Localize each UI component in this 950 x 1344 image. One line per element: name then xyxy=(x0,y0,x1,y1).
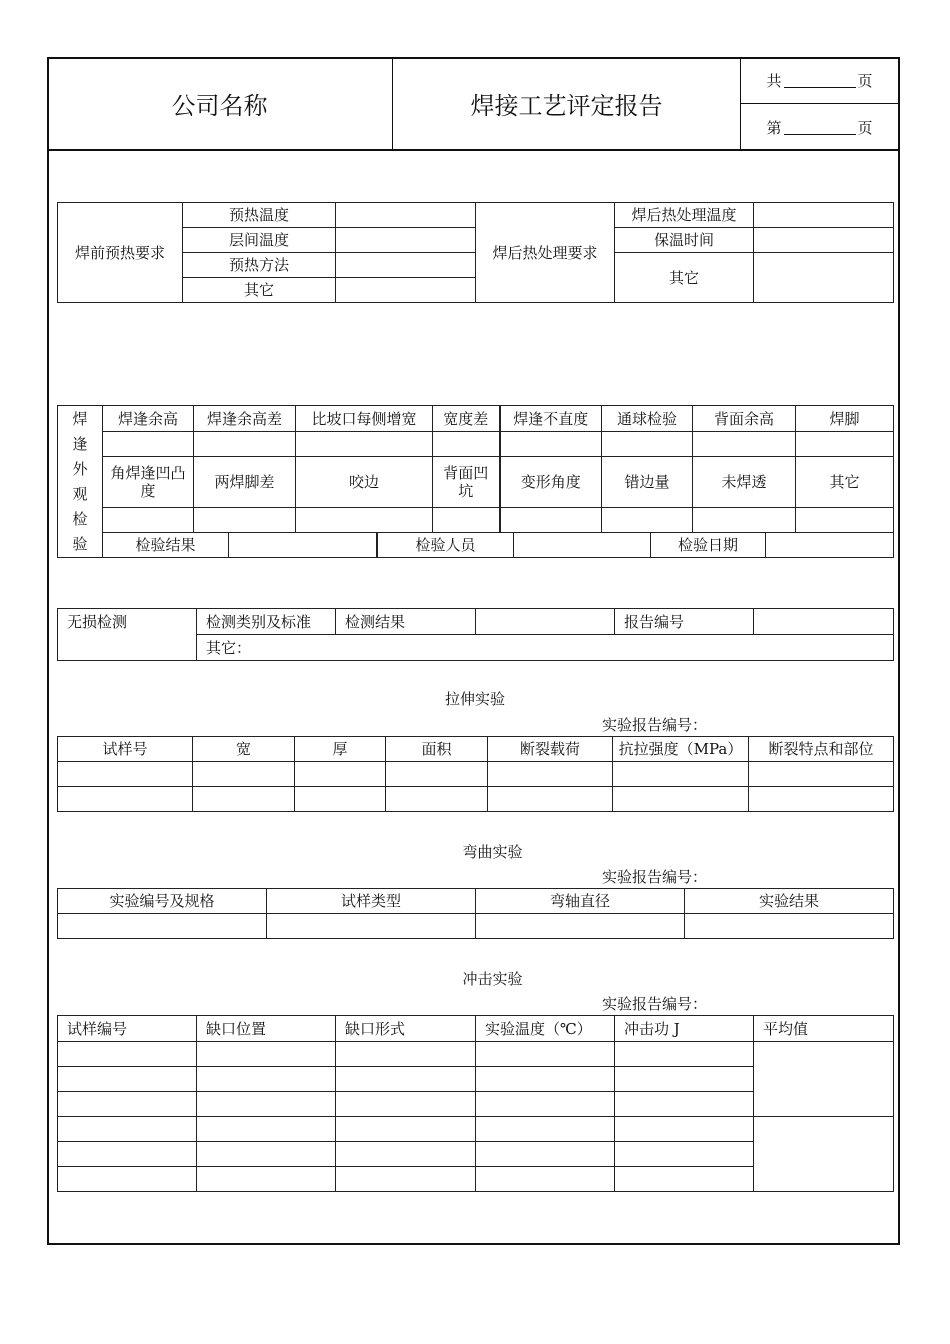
total-suffix: 页 xyxy=(857,71,873,90)
impact-cell[interactable] xyxy=(197,1067,336,1092)
page-number xyxy=(741,103,898,150)
bend-cell[interactable] xyxy=(58,914,267,939)
impact-cell[interactable] xyxy=(58,1167,197,1192)
tensile-header: 厚 xyxy=(295,737,386,762)
table-row xyxy=(58,762,894,787)
appearance-header: 背面余高 xyxy=(693,406,796,432)
appearance-value[interactable] xyxy=(500,508,602,533)
impact-header: 缺口位置 xyxy=(197,1016,336,1042)
appearance-value[interactable] xyxy=(500,432,602,457)
appearance-header: 宽度差 xyxy=(433,406,500,432)
table-row xyxy=(58,787,894,812)
impact-cell[interactable] xyxy=(197,1117,336,1142)
impact-cell[interactable] xyxy=(615,1092,754,1117)
appearance-value[interactable] xyxy=(602,508,693,533)
tensile-cell[interactable] xyxy=(488,762,613,787)
appearance-side-label xyxy=(58,406,103,558)
table-row xyxy=(58,1042,894,1067)
appearance-value[interactable] xyxy=(433,508,500,533)
preheat-table xyxy=(57,202,894,303)
bend-title: 弯曲实验 xyxy=(462,843,523,861)
appearance-value[interactable] xyxy=(796,508,894,533)
impact-cell[interactable] xyxy=(336,1067,476,1092)
side-char: 观 xyxy=(72,484,88,503)
bend-report-no: 实验报告编号： xyxy=(602,868,708,886)
total-pages xyxy=(741,57,898,103)
appearance-header: 其它 xyxy=(796,457,894,508)
ndt-label: 无损检测 xyxy=(58,609,197,661)
impact-cell[interactable] xyxy=(615,1167,754,1192)
company-name: 公司名称 xyxy=(47,57,393,149)
ndt-report-no-value[interactable] xyxy=(754,609,894,635)
pwht-value[interactable] xyxy=(754,253,894,303)
appearance-table xyxy=(57,405,894,558)
appearance-header: 焊逢余高 xyxy=(103,406,194,432)
ndt-report-no-label: 报告编号 xyxy=(615,609,754,635)
tensile-cell[interactable] xyxy=(488,787,613,812)
side-char: 验 xyxy=(72,534,88,553)
tensile-cell[interactable] xyxy=(386,762,488,787)
impact-cell[interactable] xyxy=(476,1117,615,1142)
tensile-table xyxy=(57,736,894,812)
impact-cell[interactable] xyxy=(197,1092,336,1117)
total-prefix: 共 xyxy=(766,71,782,90)
bend-table xyxy=(57,888,894,939)
bend-cell[interactable] xyxy=(685,914,894,939)
appearance-header: 通球检验 xyxy=(602,406,693,432)
tensile-cell[interactable] xyxy=(295,762,386,787)
ndt-other-label: 其它： xyxy=(197,635,894,661)
preheat-value[interactable] xyxy=(336,278,476,303)
impact-table xyxy=(57,1015,894,1192)
impact-cell[interactable] xyxy=(336,1117,476,1142)
pwht-value[interactable] xyxy=(754,203,894,228)
impact-header: 缺口形式 xyxy=(336,1016,476,1042)
inspector-label: 检验人员 xyxy=(378,533,514,557)
inspection-date-label: 检验日期 xyxy=(651,533,766,557)
impact-cell[interactable] xyxy=(58,1117,197,1142)
tensile-cell[interactable] xyxy=(613,787,749,812)
bend-cell[interactable] xyxy=(476,914,685,939)
impact-cell[interactable] xyxy=(58,1042,197,1067)
tensile-cell[interactable] xyxy=(295,787,386,812)
impact-cell[interactable] xyxy=(58,1092,197,1117)
ndt-result-label: 检测结果 xyxy=(336,609,476,635)
tensile-header: 断裂特点和部位 xyxy=(749,737,894,762)
impact-cell[interactable] xyxy=(476,1167,615,1192)
impact-cell[interactable] xyxy=(476,1067,615,1092)
impact-header: 实验温度（℃） xyxy=(476,1016,615,1042)
ndt-table xyxy=(57,608,894,661)
inspection-date-value[interactable] xyxy=(766,533,893,557)
pwht-item: 其它 xyxy=(615,253,754,303)
appearance-value[interactable] xyxy=(103,508,194,533)
preheat-item: 预热方法 xyxy=(183,253,336,278)
pwht-value[interactable] xyxy=(754,228,894,253)
impact-cell[interactable] xyxy=(336,1142,476,1167)
appearance-value[interactable] xyxy=(296,508,433,533)
appearance-value[interactable] xyxy=(194,432,296,457)
page-number-blank[interactable] xyxy=(784,120,856,135)
preheat-label: 焊前预热要求 xyxy=(58,203,183,303)
appearance-value[interactable] xyxy=(296,432,433,457)
appearance-value[interactable] xyxy=(194,508,296,533)
pwht-label: 焊后热处理要求 xyxy=(476,203,615,303)
appearance-header: 焊脚 xyxy=(796,406,894,432)
tensile-header: 抗拉强度（MPa） xyxy=(613,737,749,762)
table-row xyxy=(58,1117,894,1142)
tensile-report-no: 实验报告编号： xyxy=(602,716,708,734)
side-char: 逢 xyxy=(72,434,88,453)
bend-header: 弯轴直径 xyxy=(476,889,685,914)
bend-header: 试样类型 xyxy=(267,889,476,914)
appearance-value[interactable] xyxy=(103,432,194,457)
tensile-cell[interactable] xyxy=(58,762,193,787)
appearance-header: 焊逢不直度 xyxy=(500,406,602,432)
table-row xyxy=(58,914,894,939)
appearance-header: 未焊透 xyxy=(693,457,796,508)
report-title: 焊接工艺评定报告 xyxy=(393,57,741,149)
impact-cell[interactable] xyxy=(197,1042,336,1067)
appearance-value[interactable] xyxy=(796,432,894,457)
appearance-header: 变形角度 xyxy=(500,457,602,508)
side-char: 外 xyxy=(72,459,88,478)
impact-cell[interactable] xyxy=(58,1067,197,1092)
impact-header: 平均值 xyxy=(754,1016,894,1042)
preheat-value[interactable] xyxy=(336,203,476,228)
impact-title: 冲击实验 xyxy=(462,970,523,988)
tensile-cell[interactable] xyxy=(749,787,894,812)
impact-cell[interactable] xyxy=(476,1042,615,1067)
tensile-cell[interactable] xyxy=(58,787,193,812)
bend-cell[interactable] xyxy=(267,914,476,939)
impact-average-cell[interactable] xyxy=(754,1117,894,1192)
impact-cell[interactable] xyxy=(615,1117,754,1142)
inspection-result-value[interactable] xyxy=(229,533,378,557)
impact-header: 试样编号 xyxy=(58,1016,197,1042)
impact-cell[interactable] xyxy=(615,1067,754,1092)
report-header xyxy=(47,57,900,151)
impact-cell[interactable] xyxy=(476,1142,615,1167)
tensile-title: 拉伸实验 xyxy=(444,690,505,708)
inspection-result-label: 检验结果 xyxy=(103,533,229,557)
side-char: 焊 xyxy=(72,409,88,428)
tensile-header: 宽 xyxy=(193,737,295,762)
impact-cell[interactable] xyxy=(197,1167,336,1192)
bend-header: 实验编号及规格 xyxy=(58,889,267,914)
appearance-header: 咬边 xyxy=(296,457,433,508)
inspection-summary-row xyxy=(103,533,894,558)
appearance-value[interactable] xyxy=(693,432,796,457)
impact-cell[interactable] xyxy=(615,1042,754,1067)
preheat-item: 层间温度 xyxy=(183,228,336,253)
appearance-header: 角焊逢凹凸度 xyxy=(103,457,194,508)
appearance-header: 焊逢余高差 xyxy=(194,406,296,432)
appearance-value[interactable] xyxy=(693,508,796,533)
preheat-item: 其它 xyxy=(183,278,336,303)
appearance-header: 背面凹坑 xyxy=(433,457,500,508)
impact-cell[interactable] xyxy=(336,1042,476,1067)
pwht-item: 保温时间 xyxy=(615,228,754,253)
side-char: 检 xyxy=(72,509,88,528)
pwht-item: 焊后热处理温度 xyxy=(615,203,754,228)
page-prefix: 第 xyxy=(766,118,782,137)
appearance-value[interactable] xyxy=(433,432,500,457)
preheat-value[interactable] xyxy=(336,253,476,278)
ndt-result-value[interactable] xyxy=(476,609,615,635)
impact-cell[interactable] xyxy=(476,1092,615,1117)
impact-cell[interactable] xyxy=(336,1092,476,1117)
tensile-cell[interactable] xyxy=(749,762,894,787)
appearance-header: 两焊脚差 xyxy=(194,457,296,508)
tensile-header: 断裂载荷 xyxy=(488,737,613,762)
tensile-cell[interactable] xyxy=(193,762,295,787)
tensile-header: 面积 xyxy=(386,737,488,762)
impact-cell[interactable] xyxy=(58,1142,197,1167)
preheat-value[interactable] xyxy=(336,228,476,253)
ndt-category-label: 检测类别及标准 xyxy=(197,609,336,635)
tensile-cell[interactable] xyxy=(386,787,488,812)
inspector-value[interactable] xyxy=(514,533,651,557)
appearance-header: 比坡口每侧增宽 xyxy=(296,406,433,432)
impact-cell[interactable] xyxy=(336,1167,476,1192)
appearance-header: 错边量 xyxy=(602,457,693,508)
total-pages-blank[interactable] xyxy=(784,73,856,88)
impact-average-cell[interactable] xyxy=(754,1042,894,1117)
page-suffix: 页 xyxy=(857,118,873,137)
appearance-value[interactable] xyxy=(602,432,693,457)
impact-report-no: 实验报告编号： xyxy=(602,995,708,1013)
bend-header: 实验结果 xyxy=(685,889,894,914)
impact-cell[interactable] xyxy=(615,1142,754,1167)
impact-cell[interactable] xyxy=(197,1142,336,1167)
preheat-item: 预热温度 xyxy=(183,203,336,228)
tensile-header: 试样号 xyxy=(58,737,193,762)
tensile-cell[interactable] xyxy=(613,762,749,787)
tensile-cell[interactable] xyxy=(193,787,295,812)
impact-header: 冲击功 J xyxy=(615,1016,754,1042)
